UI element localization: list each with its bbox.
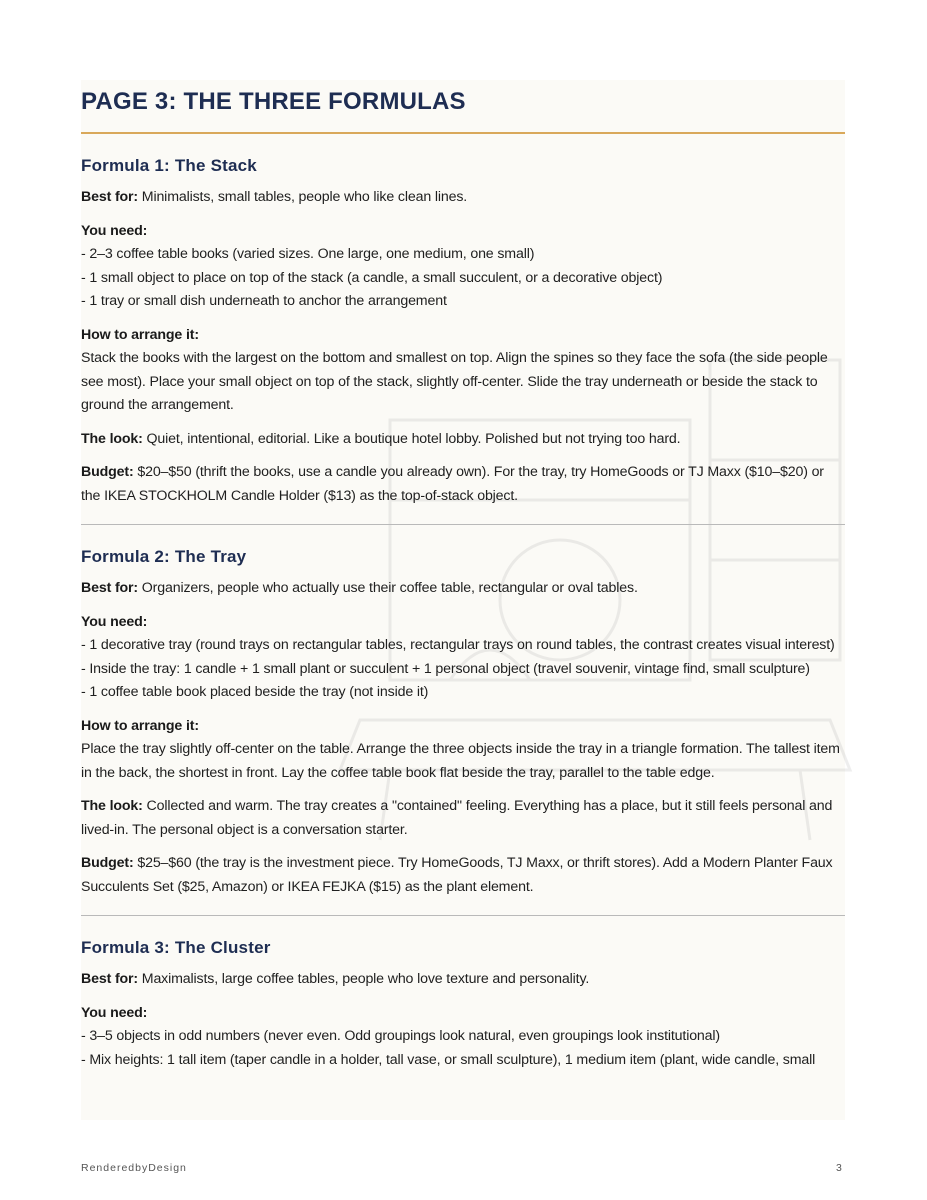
look-label: The look: <box>81 430 143 447</box>
formula-1-section <box>81 134 845 525</box>
formula-2-budget <box>81 852 845 899</box>
how-label: How to arrange it: <box>81 326 199 343</box>
look-label: The look: <box>81 798 143 814</box>
formula-3-section <box>81 916 845 1072</box>
formula-1-best-for <box>81 186 845 210</box>
formula-2-best-for <box>81 577 845 601</box>
best-for-text: Maximalists, large coffee tables, people who love texture and personality. <box>137 971 590 987</box>
list-item: - 2–3 coffee table books (varied sizes. One large, one medium, one small) <box>81 246 535 262</box>
formula-1-title: Formula 1: The Stack <box>81 156 257 175</box>
budget-text: $25–$60 (the tray is the investment piece. Try HomeGoods, TJ Maxx, or thrift stores). Add a Modern Planter Faux Succulents Set ($25, Amazon) or IKEA FEJKA ($15) as the plant element. <box>81 855 833 895</box>
list-item: - 1 small object to place on top of the stack (a candle, a small succulent, or a decorative object) <box>81 269 663 286</box>
formula-2-look <box>81 795 845 842</box>
how-text: Place the tray slightly off-center on the table. Arrange the three objects inside the tray in a triangle formation. The tallest item in the back, the shortest in front. Lay the coffee table book flat beside the tray, parallel to the table edge. <box>81 741 840 781</box>
list-item: - 1 tray or small dish underneath to anchor the arrangement <box>81 293 447 309</box>
look-text: Collected and warm. The tray creates a "contained" feeling. Everything has a place, but it still feels personal and lived-in. The personal object is a conversation starter. <box>81 798 833 838</box>
look-text: Quiet, intentional, editorial. Like a boutique hotel lobby. Polished but not trying too hard. <box>142 430 681 447</box>
formula-2-title: Formula 2: The Tray <box>81 547 247 566</box>
formula-1-budget <box>81 461 845 508</box>
best-for-label: Best for: <box>81 971 138 987</box>
footer-page-number: 3 <box>836 1162 842 1174</box>
formula-2-section <box>81 525 845 916</box>
formula-3-title: Formula 3: The Cluster <box>81 938 271 957</box>
page-title: PAGE 3: THE THREE FORMULAS <box>81 88 466 115</box>
how-text: Stack the books with the largest on the bottom and smallest on top. Align the spines so they face the sofa (the side people see most). Place your small object on top of the stack, slightly off-center. Slide the tray underneath or beside the stack to ground the arrangement. <box>81 350 828 413</box>
budget-text: $20–$50 (thrift the books, use a candle you already own). For the tray, try HomeGoods or TJ Maxx ($10–$20) or the IKEA STOCKHOLM Candle Holder ($13) as the top-of-stack object. <box>81 464 824 504</box>
formula-3-you-need <box>81 1002 845 1073</box>
formula-2-how <box>81 715 845 786</box>
you-need-label: You need: <box>81 613 148 630</box>
formula-3-best-for <box>81 968 845 992</box>
list-item: - 1 coffee table book placed beside the tray (not inside it) <box>81 684 429 700</box>
formula-1-how <box>81 324 845 418</box>
list-item: - 3–5 objects in odd numbers (never even. Odd groupings look natural, even groupings look institutional) <box>81 1028 720 1044</box>
formula-1-look <box>81 428 845 452</box>
best-for-text: Organizers, people who actually use their coffee table, rectangular or oval tables. <box>137 580 638 596</box>
formula-1-you-need <box>81 220 845 314</box>
budget-label: Budget: <box>81 855 134 871</box>
best-for-text: Minimalists, small tables, people who like clean lines. <box>137 189 468 205</box>
list-item: - Inside the tray: 1 candle + 1 small plant or succulent + 1 personal object (travel souvenir, vintage find, small sculpture) <box>81 660 810 677</box>
budget-label: Budget: <box>81 464 134 480</box>
best-for-label: Best for: <box>81 580 138 596</box>
page-content <box>81 80 845 1082</box>
you-need-label: You need: <box>81 1004 148 1021</box>
how-label: How to arrange it: <box>81 717 199 734</box>
list-item: - Mix heights: 1 tall item (taper candle in a holder, tall vase, or small sculpture), 1 medium item (plant, wide candle, small <box>81 1051 816 1068</box>
formula-2-you-need <box>81 611 845 705</box>
you-need-label: You need: <box>81 222 148 239</box>
best-for-label: Best for: <box>81 189 138 205</box>
footer-brand: RenderedbyDesign <box>81 1162 187 1174</box>
list-item: - 1 decorative tray (round trays on rectangular tables, rectangular trays on round tables, the contrast creates visual interest) <box>81 637 835 653</box>
